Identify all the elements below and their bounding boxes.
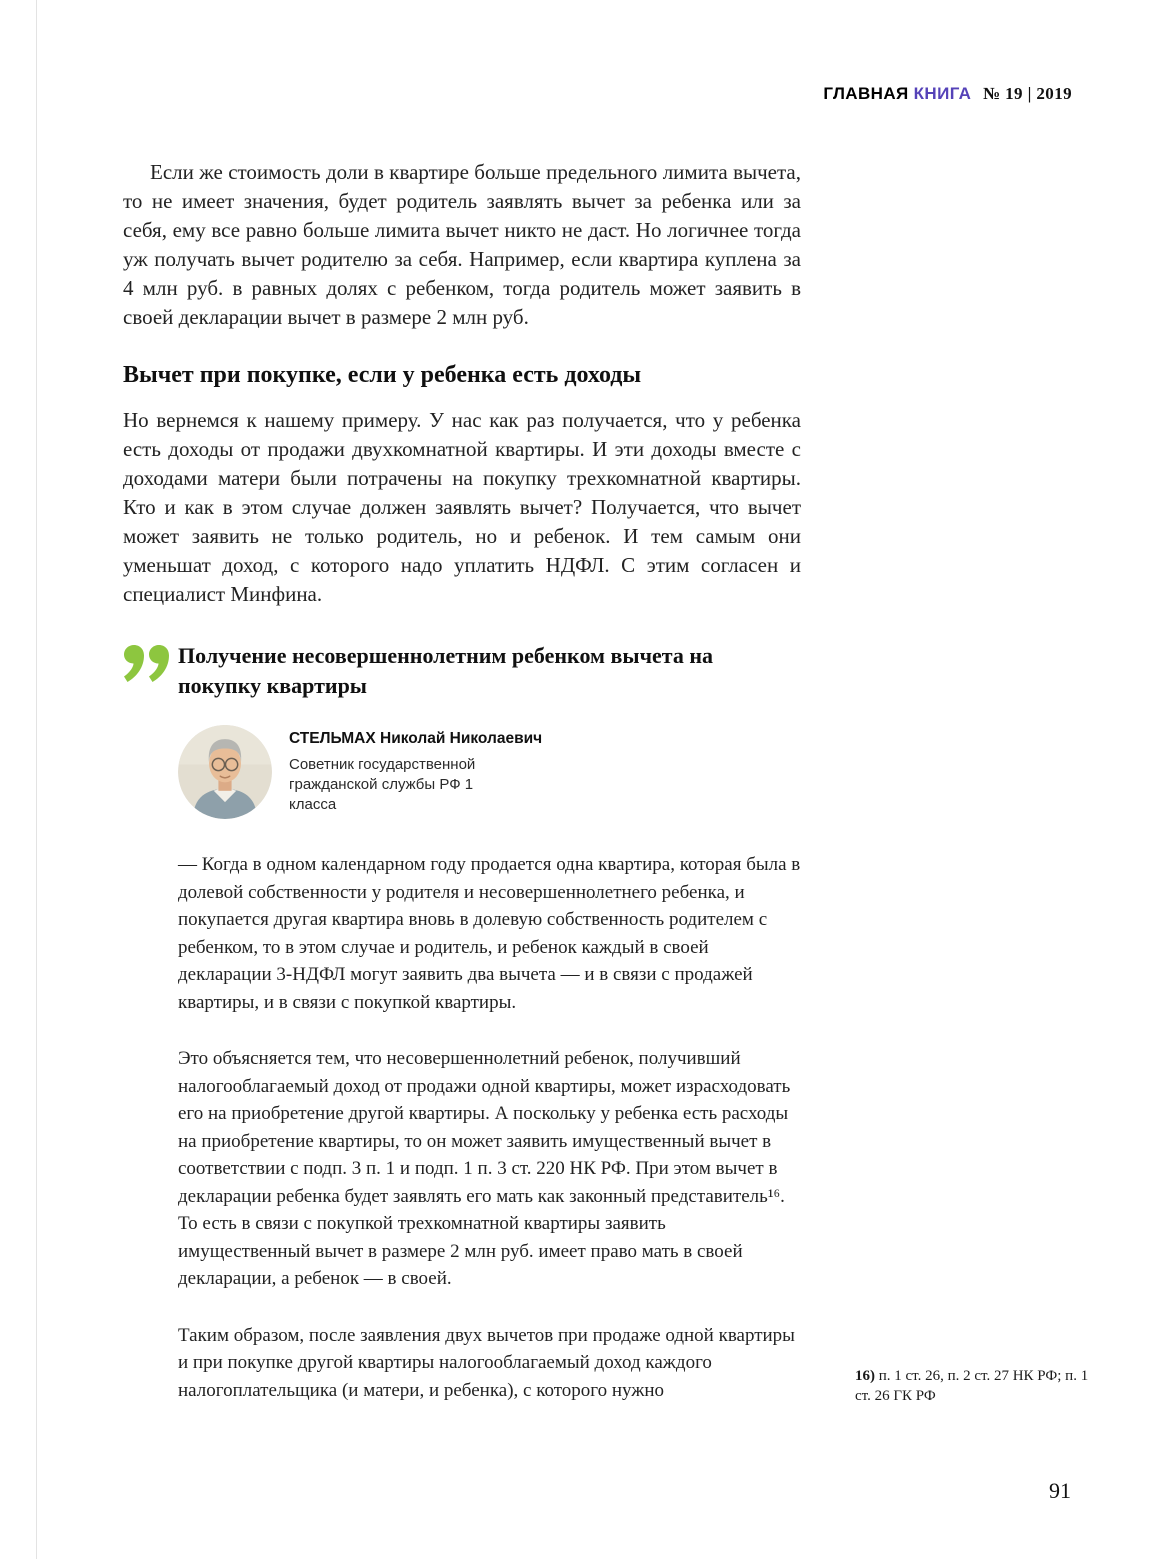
page-number: 91 [1049, 1478, 1071, 1503]
author-photo [178, 725, 272, 819]
quote-title: Получение несовершеннолетним ребенком вычета на покупку квартиры [178, 643, 713, 698]
author-name: СТЕЛЬМАХ Николай Николаевич [289, 729, 543, 747]
section-heading: Вычет при покупке, если у ребенка есть доходы [123, 362, 642, 388]
magazine-header [823, 84, 1072, 104]
author-info [289, 730, 542, 815]
footnote-text: п. 1 ст. 26, п. 2 ст. 27 НК РФ; п. 1 ст. 26 ГК РФ [855, 1368, 1089, 1404]
footnote-16 [855, 1366, 1093, 1406]
issue-number: № 19 | 2019 [983, 84, 1072, 103]
quote-content [178, 641, 801, 1404]
quote-paragraph: Таким образом, после заявления двух вычетов при продаже одной квартиры и при покупке другой квартиры налогооблагаемый доход каждого налогоплательщика (и матери, и ребенка), с которого нужно [178, 1324, 795, 1401]
brand-name-main: ГЛАВНАЯ [823, 84, 909, 103]
quote-marks-icon [123, 645, 169, 683]
expert-quote-block [123, 641, 801, 1404]
author-position: Советник государственной гражданской службы РФ 1 класса [289, 755, 476, 813]
author-row [178, 725, 801, 819]
quote-paragraph: Это объясняется тем, что несовершеннолетний ребенок, получивший налогооблагаемый доход от продажи одной квартиры, может израсходовать его на приобретение другой квартиры. А поскольку у ребенка есть расходы на приобретение квартиры, то он может заявить имущественный вычет в соответствии с подп. 3 п. 1 и подп. 1 п. 3 ст. 220 НК РФ. При этом вычет в декларации ребенка будет заявлять его мать как законный представитель¹⁶. То есть в связи с покупкой трехкомнатной квартиры заявить имущественный вычет в размере 2 млн руб. имеет право мать в своей декларации, а ребенок — в своей. [178, 1048, 791, 1289]
page-edge-rule [36, 0, 37, 1559]
intro-paragraph: Если же стоимость доли в квартире больше предельного лимита вычета, то не имеет значения, будет родитель заявлять вычет за ребенка или за себя, ему все равно больше лимита вычет никто не даст. Но логичнее тогда уж получать вычет родителю за себя. Например, если квартира куплена за 4 млн руб. в равных долях с ребенком, тогда родитель может заявить в своей декларации вычет в размере 2 млн руб. [123, 160, 801, 329]
article-column [123, 158, 801, 1404]
footnote-marker: 16) [855, 1368, 875, 1384]
quote-paragraph: — Когда в одном календарном году продается одна квартира, которая была в долевой собственности у родителя и несовершеннолетнего ребенка, и покупается другая квартира вновь в долевую собственность родителем с ребенком, то в этом случае и родитель, и ребенок каждый в своей декларации 3-НДФЛ могут заявить два вычета — и в связи с продажей квартиры, и в связи с покупкой квартиры. [178, 854, 801, 1013]
brand-name-accent: КНИГА [913, 84, 972, 103]
section-paragraph: Но вернемся к нашему примеру. У нас как раз получается, что у ребенка есть доходы от продажи двухкомнатной квартиры. И эти доходы вместе с доходами матери были потрачены на покупку трехкомнатной квартиры. Кто и как в этом случае должен заявлять вычет? Получается, что вычет может заявить не только родитель, но и ребенок. И тем самым они уменьшат доход, с которого надо уплатить НДФЛ. С этим согласен и специалист Минфина. [123, 408, 801, 606]
